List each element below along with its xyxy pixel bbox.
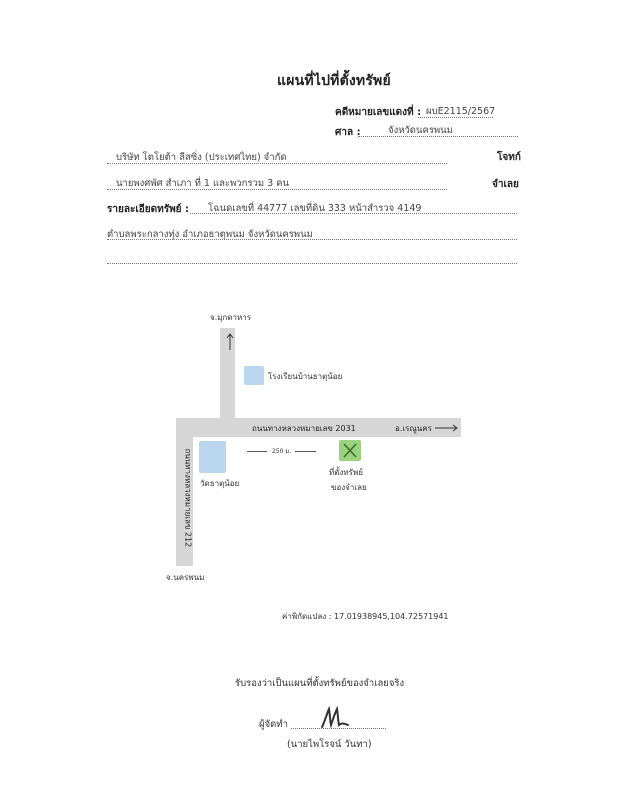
certification-statement: รับรองว่าเป็นแผนที่ตั้งทรัพย์ของจำเลยจริง bbox=[235, 678, 405, 689]
property-detail-line1: โฉนดเลขที่ 44777 เลขที่ดิน 333 หน้าสำรวจ 4149 bbox=[208, 203, 422, 214]
coordinates-label: ค่าพิกัดแปลง : 17.01938945,104.72571941 bbox=[282, 612, 449, 621]
defendant-value: นายพงศพัศ สำเภา ที่ 1 และพวกรวม 3 คน bbox=[116, 178, 290, 189]
property-marker bbox=[339, 440, 361, 461]
vertical-road-label: ถนนทางหลวงหมายเลข 212 bbox=[183, 448, 193, 548]
signer-label: ผู้จัดทำ bbox=[259, 719, 288, 730]
property-line-3 bbox=[107, 263, 517, 264]
x-mark-icon bbox=[339, 440, 361, 461]
case-number-label: คดีหมายเลขแดงที่ : bbox=[335, 107, 422, 118]
court-label: ศาล : bbox=[335, 127, 361, 138]
plaintiff-value: บริษัท โตโยต้า ลีสซิ่ง (ประเทศไทย) จำกัด bbox=[116, 152, 287, 163]
school-label: โรงเรียนบ้านธาตุน้อย bbox=[268, 372, 343, 381]
distance-label: 250 ม. bbox=[272, 448, 292, 455]
signer-name: (นายไพโรจน์ วันทา) bbox=[287, 739, 372, 750]
temple-block bbox=[199, 441, 226, 473]
north-destination-label: จ.มุกดาหาร bbox=[210, 313, 252, 322]
school-block bbox=[244, 366, 264, 385]
property-marker-label-1: ที่ตั้งทรัพย์ bbox=[329, 468, 363, 477]
property-detail-line2: ตำบลพระกลางทุ่ง อำเภอธาตุพนม จังหวัดนครพนม bbox=[107, 229, 313, 240]
signature-image bbox=[318, 703, 352, 731]
distance-line-left bbox=[247, 451, 267, 452]
court-value: จังหวัดนครพนม bbox=[388, 125, 453, 136]
page-title: แผนที่ไปที่ตั้งทรัพย์ bbox=[277, 73, 391, 89]
property-marker-label-2: ของจำเลย bbox=[331, 483, 367, 492]
arrow-up-icon bbox=[226, 333, 234, 351]
plaintiff-label: โจทก์ bbox=[497, 152, 521, 163]
property-detail-label: รายละเอียดทรัพย์ : bbox=[107, 204, 190, 215]
south-destination-label: จ.นครพนม bbox=[166, 573, 205, 582]
east-destination-label: อ.เรณูนคร bbox=[395, 424, 432, 433]
distance-line-right bbox=[295, 451, 316, 452]
arrow-right-icon bbox=[434, 424, 458, 432]
main-road-label: ถนนทางหลวงหมายเลข 2031 bbox=[252, 424, 356, 433]
temple-label: วัดธาตุน้อย bbox=[200, 479, 240, 488]
defendant-label: จำเลย bbox=[492, 179, 519, 190]
case-number-value: ผบE2115/2567 bbox=[426, 106, 496, 117]
